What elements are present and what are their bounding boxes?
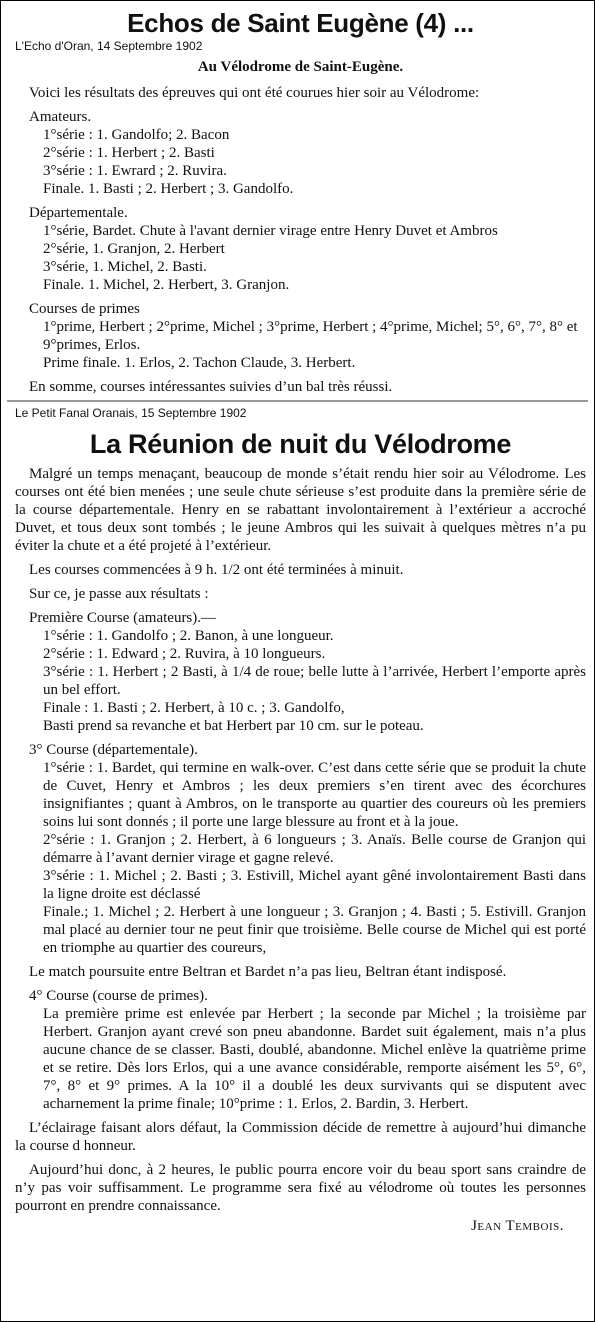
section-heading: Amateurs.	[29, 109, 92, 125]
result-line: Finale.; 1. Michel ; 2. Herbert à une longueur ; 3. Granjon ; 4. Basti ; 5. Estivill. Granjon mal placé au dernier tour ne peut finir que troisième. Belle course de Michel qui est porté en triomphe au quartier des coureurs,	[43, 904, 586, 956]
section-heading: Courses de primes	[29, 301, 140, 317]
result-line: 2°série : 1. Granjon ; 2. Herbert, à 6 longueurs ; 3. Anaïs. Belle course de Granjon qui démarre à l’avant dernier virage et gagne relevé.	[43, 832, 586, 866]
section-amateurs	[15, 108, 586, 198]
course-1-amateurs	[15, 609, 586, 735]
result-line: 3°série, 1. Michel, 2. Basti.	[43, 259, 207, 275]
result-line: 1°série : 1. Gandolfo ; 2. Banon, à une longueur.	[43, 628, 334, 644]
article2-source: Le Petit Fanal Oranais, 15 Septembre 1902	[15, 406, 247, 420]
course-heading: Première Course (amateurs).—	[29, 610, 217, 626]
result-line: 2°série : 1. Herbert ; 2. Basti	[43, 145, 215, 161]
result-line: Finale : 1. Basti ; 2. Herbert, à 10 c. ; 3. Gandolfo,	[43, 700, 345, 716]
result-line: 1°série : 1. Bardet, qui termine en walk-over. C’est dans cette série que se produit la chute de Cuvet, Henry et Ambros ; les deux premiers s’en tirent avec des écorchures insignifiantes ; quant à Ambros, on le transporte au quartier des coureurs où les premiers soins lui sont donnés ; il porte une large blessure au front et à la joue.	[43, 760, 586, 830]
article2-paragraph: Les courses commencées à 9 h. 1/2 ont été terminées à minuit.	[29, 562, 404, 578]
article1-title: Echos de Saint Eugène (4) ...	[127, 8, 474, 38]
result-line: Finale. 1. Basti ; 2. Herbert ; 3. Gandolfo.	[43, 181, 294, 197]
article2-title: La Réunion de nuit du Vélodrome	[89, 429, 512, 459]
result-line: Finale. 1. Michel, 2. Herbert, 3. Granjon.	[43, 277, 290, 293]
article-petit-fanal	[15, 406, 586, 1235]
article-echo-oran	[15, 7, 586, 396]
section-heading: Départementale.	[29, 205, 128, 221]
article2-paragraph: Malgré un temps menaçant, beaucoup de monde s’était rendu hier soir au Vélodrome. Les courses ont été bien menées ; une seule chute sérieuse s’est produite dans la première série de la course départementale. Henry en se rabattant involontairement à l’extérieur a accroché Duvet, et tous deux sont tombés ; le jeune Ambros qui les suivait à quelques mètres n’a pu éviter la chute et a été projeté à l’extérieur.	[15, 466, 586, 554]
result-line: 2°série : 1. Edward ; 2. Ruvira, à 10 longueurs.	[43, 646, 326, 662]
course-3-departementale	[15, 741, 586, 957]
article2-paragraph: Sur ce, je passe aux résultats :	[29, 586, 209, 602]
result-line: 1°série, Bardet. Chute à l'avant dernier virage entre Henry Duvet et Ambros	[43, 223, 498, 239]
article-divider	[7, 400, 588, 402]
author-byline: Jean Tembois.	[471, 1218, 564, 1234]
result-line: 3°série : 1. Michel ; 2. Basti ; 3. Estivill, Michel ayant gêné involontairement Basti dans la ligne droite est déclassé	[43, 868, 586, 902]
course-heading: 4° Course (course de primes).	[29, 988, 208, 1004]
course-heading: 3° Course (départementale).	[29, 742, 198, 758]
section-departementale	[15, 204, 586, 294]
result-line: 1°série : 1. Gandolfo; 2. Bacon	[43, 127, 230, 143]
result-line: Prime finale. 1. Erlos, 2. Tachon Claude, 3. Herbert.	[43, 355, 356, 371]
result-line: Basti prend sa revanche et bat Herbert par 10 cm. sur le poteau.	[43, 718, 424, 734]
article1-conclusion: En somme, courses intéressantes suivies d’un bal très réussi.	[29, 379, 393, 395]
article2-paragraph: L’éclairage faisant alors défaut, la Commission décide de remettre à aujourd’hui dimanche la course d honneur.	[15, 1120, 586, 1154]
result-line: 2°série, 1. Granjon, 2. Herbert	[43, 241, 225, 257]
article2-paragraph: Aujourd’hui donc, à 2 heures, le public pourra encore voir du beau sport sans craindre de n’y pas voir suffisamment. Le programme sera fixé au vélodrome où toutes les personnes pourront en prendre connaissance.	[15, 1162, 586, 1214]
result-line: 1°prime, Herbert ; 2°prime, Michel ; 3°prime, Herbert ; 4°prime, Michel; 5°, 6°, 7°, 8° et 9°primes, Erlos.	[43, 319, 578, 353]
article2-paragraph: Le match poursuite entre Beltran et Bardet n’a pas lieu, Beltran étant indisposé.	[29, 964, 507, 980]
result-line: 3°série : 1. Herbert ; 2 Basti, à 1/4 de roue; belle lutte à l’arrivée, Herbert l’emporte après un bel effort.	[43, 664, 586, 698]
course-4-primes	[15, 987, 586, 1113]
article1-subtitle: Au Vélodrome de Saint-Eugène.	[197, 59, 404, 75]
article1-intro: Voici les résultats des épreuves qui ont été courues hier soir au Vélodrome:	[29, 85, 480, 101]
course-text: La première prime est enlevée par Herbert ; la seconde par Michel ; la troisième par Herbert. Granjon ayant crevé son pneu abandonne. Bardet suit également, mais n’a plus aucune chance de se classer. Basti, doublé, abandonne. Michel enlève la quatrième prime et se retire. Dès lors Erlos, qui a une avance considérable, remporte aisément les 5°, 6°, 7°, 8° et 9° primes. A la 10° il a doublé les deux survivants qui se disputent avec acharnement la prime finale; 10°prime : 1. Erlos, 2. Bardin, 3. Herbert.	[43, 1006, 586, 1112]
result-line: 3°série : 1. Ewrard ; 2. Ruvira.	[43, 163, 227, 179]
article1-source: L'Echo d'Oran, 14 Septembre 1902	[15, 39, 203, 53]
section-primes	[15, 300, 586, 372]
